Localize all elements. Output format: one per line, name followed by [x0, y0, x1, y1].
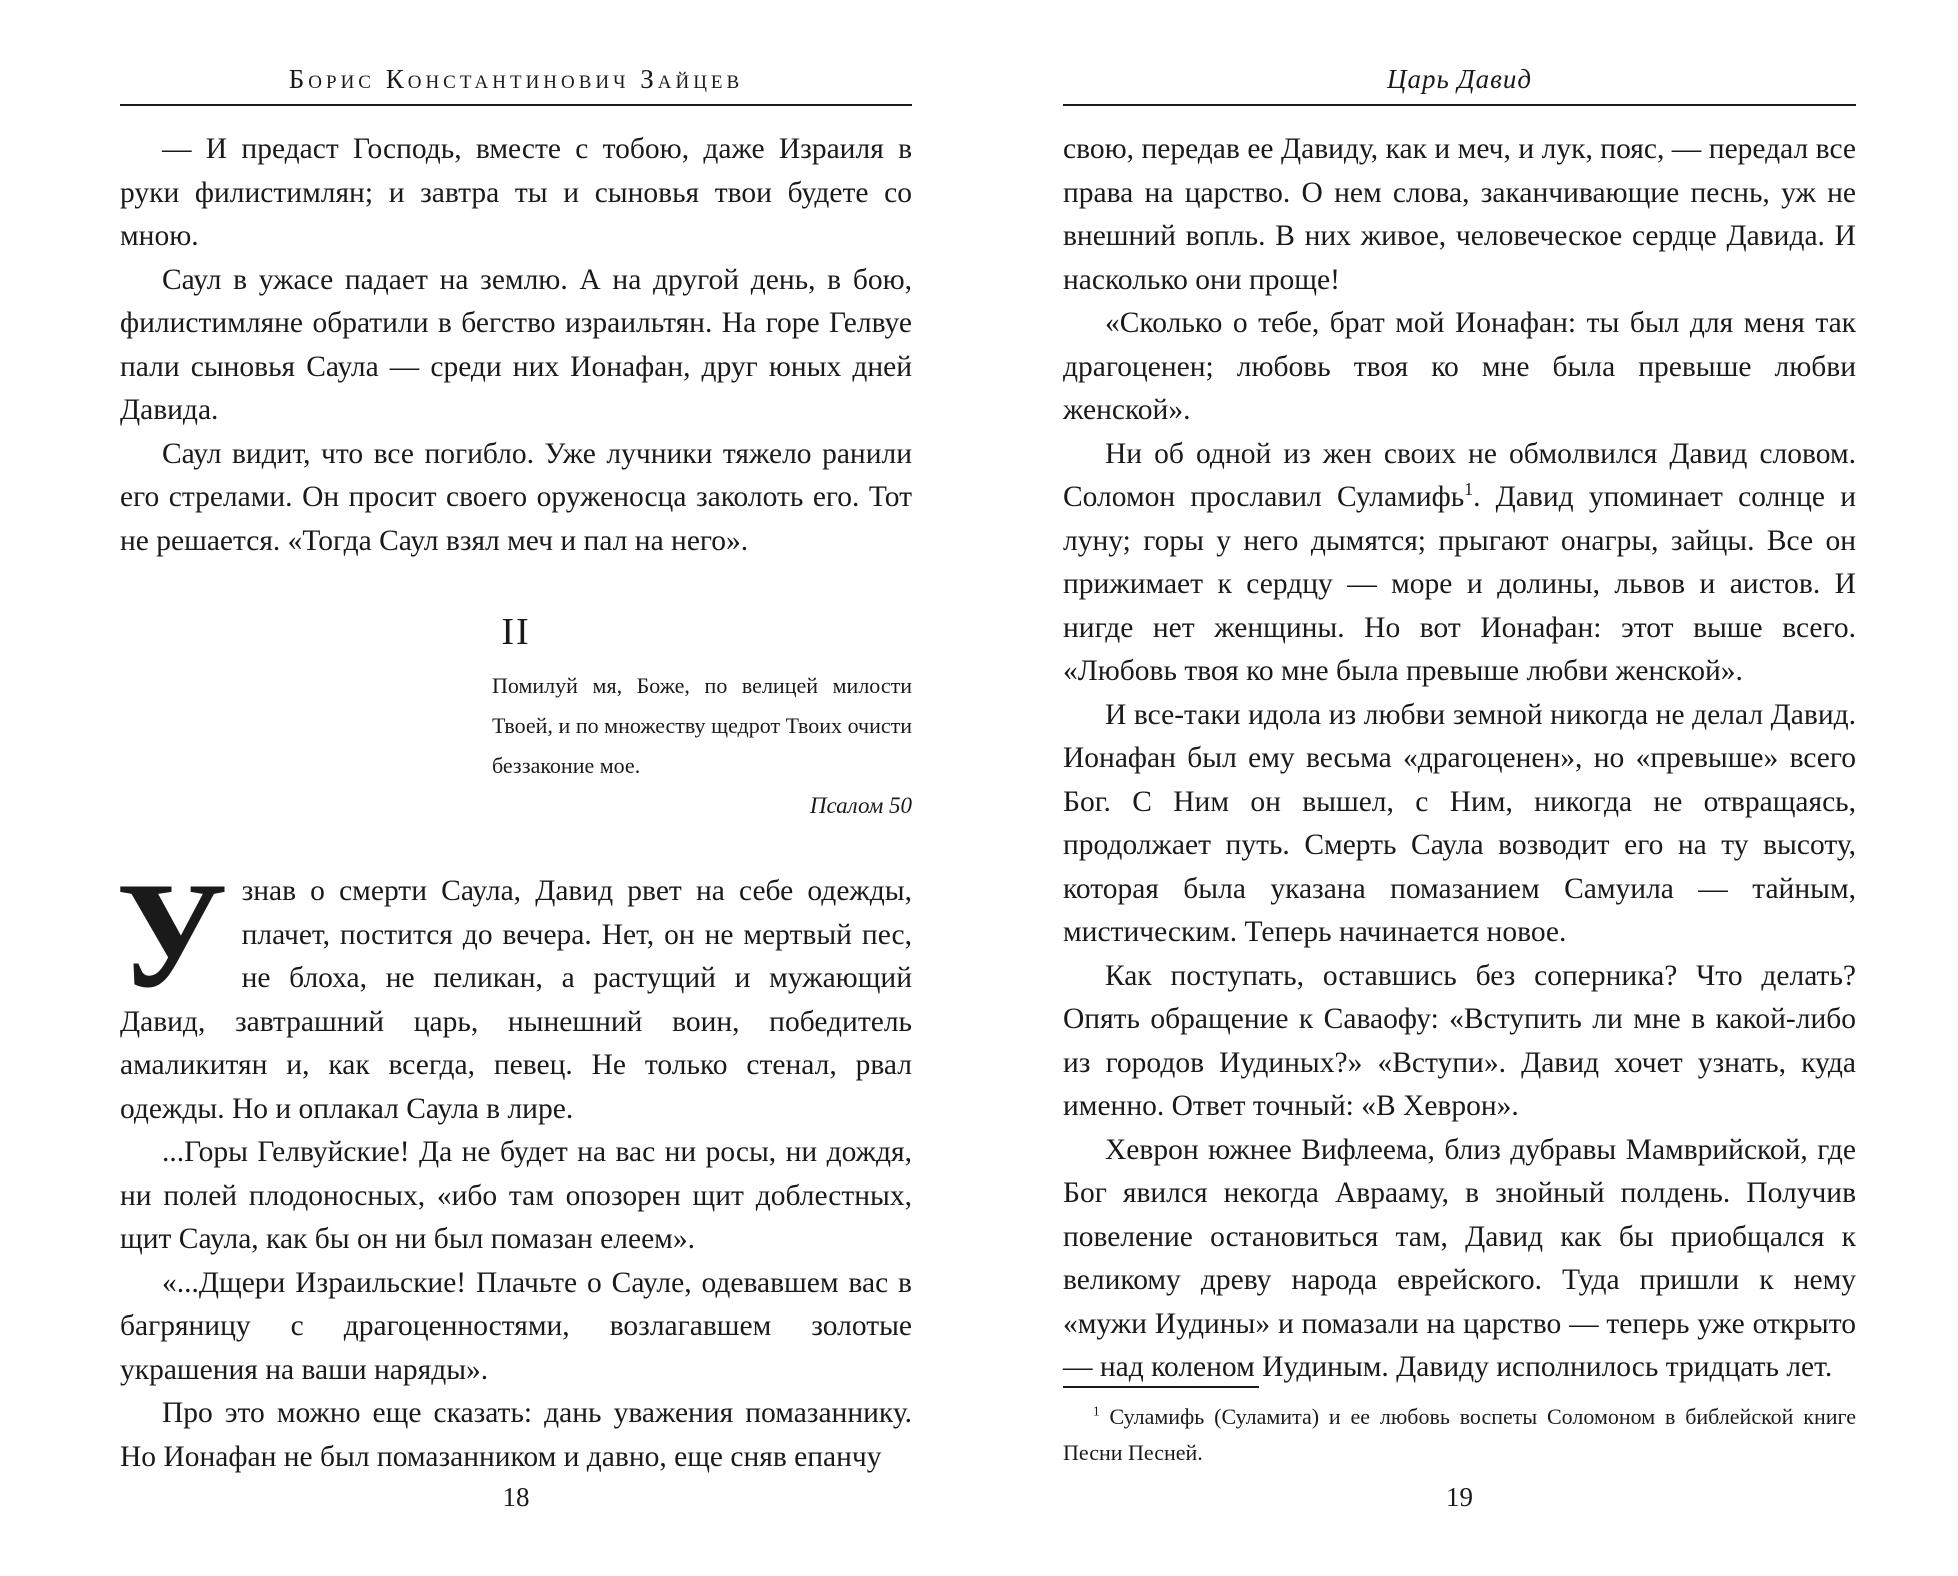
footnote-text: Суламифь (Суламита) и ее любовь воспеты Соломоном в библейской книге Песни Песней.	[1063, 1404, 1857, 1465]
epigraph-source: Псалом 50	[809, 793, 912, 818]
paragraph: — И предаст Господь, вместе с тобою, даже Израиля в руки филистимлян; и завтра ты и сыновья твои будете со мною.	[120, 133, 912, 252]
paragraph-with-dropcap	[116, 851, 912, 1131]
footnote-rule	[1063, 1386, 1259, 1388]
spacer	[120, 826, 912, 870]
right-body-text	[1063, 128, 1856, 1390]
header-rule	[1063, 104, 1856, 106]
paragraph: «...Дщери Израильские! Плачьте о Сауле, одевавшем вас в багряницу с драгоценностями, возлагавшем золотые украшения на ваши наряды».	[120, 1266, 912, 1386]
paragraph: Как поступать, оставшись без соперника? Что делать? Опять обращение к Саваофу: «Вступить ли мне в какой-либо из городов Иудиных?» «Вступи». Давид хочет узнать, куда именно. Ответ точный: «В Хеврон».	[1063, 959, 1856, 1122]
page-number: 18	[502, 1482, 530, 1512]
paragraph: «Сколько о тебе, брат мой Ионафан: ты был для меня так драгоценен; любовь твоя ко мне была превыше любви женской».	[1063, 307, 1856, 426]
right-page	[1063, 0, 1856, 1576]
running-head-title: Царь Давид	[1386, 64, 1533, 94]
footnote-marker[interactable]: 1	[1464, 479, 1474, 500]
paragraph: ...Горы Гелвуйские! Да не будет на вас ни росы, ни дождя, ни полей плодоносных, «ибо там опозорен щит доблестных, щит Саула, как бы он ни был помазан елеем».	[120, 1136, 912, 1255]
paragraph-text: Ни об одной из жен своих не обмолвился Давид словом. Соломон прославил Суламифь	[1063, 437, 1856, 513]
left-body-text	[116, 128, 912, 1479]
paragraph: И все-таки идола из любви земной никогда не делал Давид. Ионафан был ему весьма «драгоценен», но «превыше» всего Бог. С Ним он вышел, с Ним, никогда не отвращаясь, продолжает путь. Смерть Саула возводит его на ту высоту, которая была указана помазанием Самуила — тайным, мистическим. Теперь начинается новое.	[1063, 698, 1856, 948]
running-head-author: Борис Константинович Зайцев	[288, 64, 744, 94]
paragraph-with-footnote	[1063, 433, 1856, 694]
paragraph-text: знав о смерти Саула, Давид рвет на себе одежды, плачет, постится до вечера. Нет, он не мертвый пес, не блоха, не пеликан, а растущий и мужающий Давид, завтрашний царь, нынешний воин, победитель амаликитян и, как всегда, певец. Не только стенал, рвал одежды. Но и оплакал Саула в лире.	[120, 875, 912, 1125]
epigraph-text: Помилуй мя, Боже, по велицей милости Твоей, и по множеству щедрот Твоих очисти беззаконие мое.	[492, 673, 912, 778]
drop-cap: У	[116, 851, 228, 1019]
paragraph: Саул в ужасе падает на землю. А на другой день, в бою, филистимляне обратили в бегство израильтян. На горе Гелвуе пали сыновья Саула — среди них Ионафан, друг юных дней Давида.	[120, 263, 912, 426]
paragraph: Саул видит, что все погибло. Уже лучники тяжело ранили его стрелами. Он просит своего оруженосца заколоть его. Тот не решается. «Тогда Саул взял меч и пал на него».	[120, 437, 912, 557]
paragraph: свою, передав ее Давиду, как и меч, и лук, пояс, — передал все права на царство. О нем слова, заканчивающие песнь, уж не внешний вопль. В них живое, человеческое сердце Давида. И насколько они проще!	[1063, 133, 1856, 296]
footnote	[1063, 1399, 1856, 1471]
page-number: 19	[1446, 1482, 1473, 1512]
header-rule	[120, 104, 912, 106]
left-page	[116, 0, 912, 1576]
footnote-number: 1	[1093, 1403, 1100, 1419]
paragraph: Про это можно еще сказать: дань уважения помазаннику. Но Ионафан не был помазанником и давно, еще сняв епанчу	[120, 1397, 912, 1473]
paragraph-text: . Давид упоминает солнце и луну; горы у него дымятся; прыгают онагры, зайцы. Все он прижимает к сердцу — море и долины, львов и аистов. И нигде нет женщины. Но вот Ионафан: этот выше всего. «Любовь твоя ко мне была превыше любви женской».	[1063, 481, 1856, 687]
section-number: II	[501, 611, 531, 653]
paragraph: Хеврон южнее Вифлеема, близ дубравы Мамврийской, где Бог явился некогда Аврааму, в знойный полдень. Получив повеление остановиться там, Давид как бы приобщался к великому древу народа еврейского. Туда пришли к нему «мужи Иудины» и помазали на царство — теперь уже открыто — над коленом Иудиным. Давиду исполнилось тридцать лет.	[1063, 1133, 1856, 1383]
epigraph	[492, 666, 912, 826]
